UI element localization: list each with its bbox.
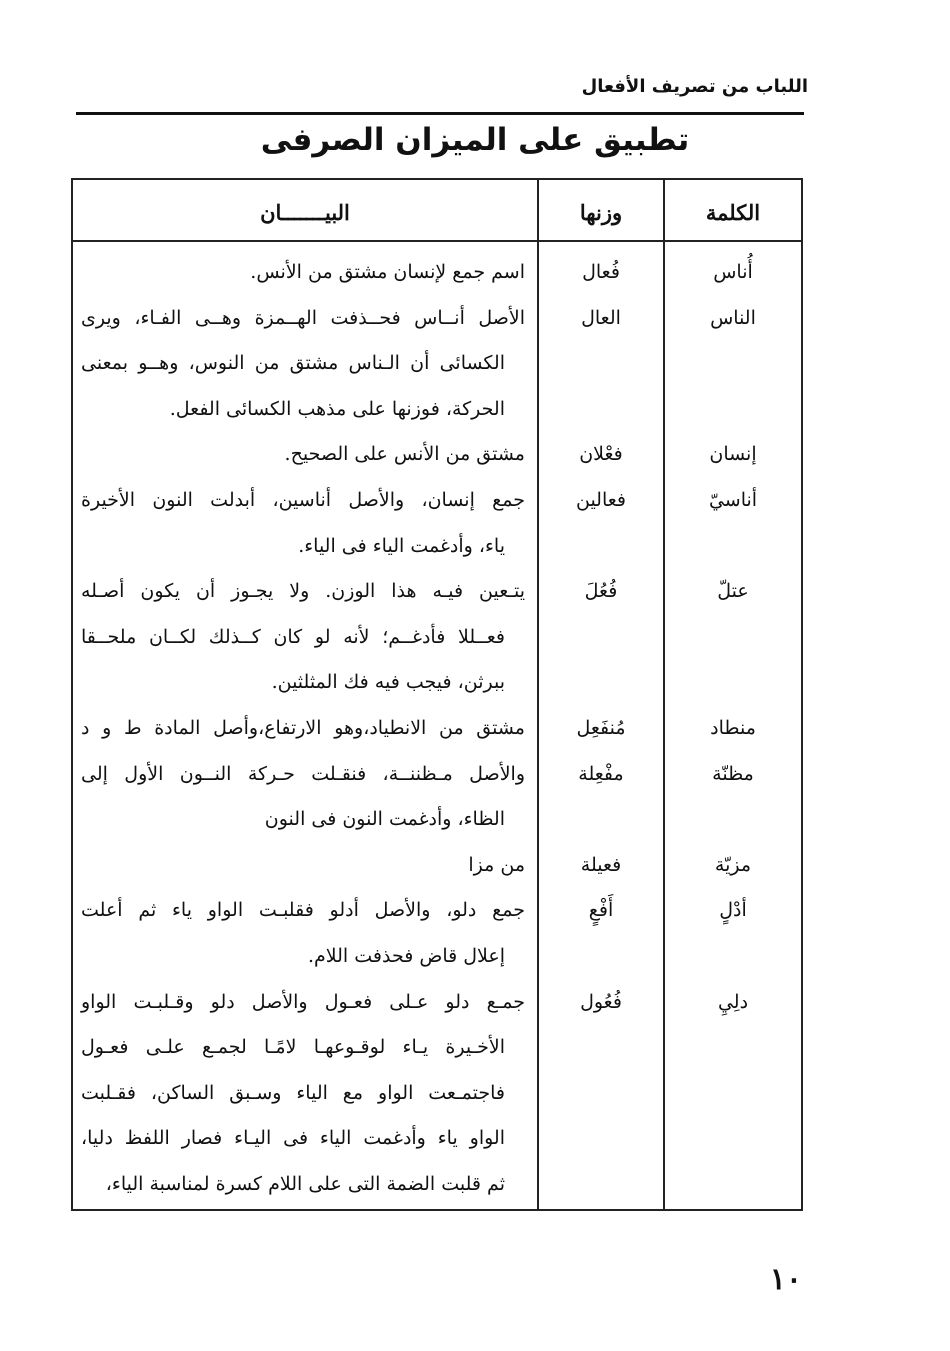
table-cell-explanation: الواو ياء وأدغمت الياء فى اليـاء فصار اللفظ دليا، <box>81 1127 505 1149</box>
table-cell-word: دلِيِ <box>717 991 749 1013</box>
column-header-word: الكلمة <box>705 200 761 225</box>
table-cell-word: أدْلٍ <box>719 899 747 921</box>
table-cell-explanation: يتـعين فيـه هذا الوزن. ولا يجـوز أن يكون أصـله <box>81 580 525 602</box>
table-cell-explanation: مشتق من الانطياد،وهو الارتفاع،وأصل المادة ط و د <box>81 717 525 739</box>
table-cell-explanation: الظاء، وأدغمت النون فى النون <box>264 808 505 830</box>
table-cell-word: أناسيّ <box>708 489 758 511</box>
table-cell-wazn: مُنفَعِل <box>576 717 626 739</box>
table-cell-explanation: ياء، وأدغمت الياء فى الياء. <box>298 535 505 557</box>
table-cell-explanation: فاجتمـعت الواو مع الياء وسـبق الساكن، فقـلبت <box>81 1082 505 1104</box>
running-head-title: اللباب من تصريف الأفعال <box>581 76 808 97</box>
table-cell-word: الناس <box>710 307 756 329</box>
table-cell-wazn: فُعُلَ <box>584 580 618 602</box>
table-cell-wazn: فُعال <box>582 261 620 283</box>
table-cell-wazn: أَفْعٍ <box>588 899 614 921</box>
table-cell-explanation: اسم جمع لإنسان مشتق من الأنس. <box>250 261 525 283</box>
column-divider <box>537 180 539 1209</box>
table-cell-explanation: الأصل أنــاس فحــذفت الهــمزة وهــى الفـاء، ويرى <box>81 307 525 329</box>
table-cell-explanation: الأخـيرة يـاء لوقـوعهـا لامًـا لجمـع علـى فعـول <box>81 1036 505 1058</box>
table-cell-explanation: من مزا <box>468 854 525 876</box>
page-title: تطبيق على الميزان الصرفى <box>260 122 690 158</box>
table-cell-wazn: فعالين <box>575 489 627 511</box>
table-cell-explanation: جمع إنسان، والأصل أناسين، أبدلت النون الأخيرة <box>81 489 525 511</box>
morphology-table <box>71 178 803 1211</box>
table-cell-explanation: الحركة، فوزنها على مذهب الكسائى الفعل. <box>169 398 505 420</box>
column-header-wazn: وزنها <box>579 200 623 225</box>
column-header-explanation: البيـــــــان <box>260 200 350 225</box>
table-cell-wazn: فعيلة <box>580 854 622 876</box>
table-cell-explanation: ببرثن، فيجب فيه فك المثلثين. <box>271 671 505 693</box>
table-cell-explanation: مشتق من الأنس على الصحيح. <box>284 443 525 465</box>
table-cell-explanation: الكسائى أن الـناس مشتق من النوس، وهــو بمعنى <box>81 352 505 374</box>
table-cell-wazn: العال <box>581 307 621 329</box>
table-cell-explanation: ثم قلبت الضمة التى على اللام كسرة لمناسبة الياء، <box>105 1173 505 1195</box>
table-cell-explanation: والأصل مـظننــة، فنقـلت حـركة النــون الأول إلى <box>81 763 525 785</box>
table-cell-wazn: فعْلان <box>579 443 623 465</box>
header-divider <box>73 240 801 242</box>
table-cell-word: إنسان <box>709 443 757 465</box>
page-number: ١٠ <box>769 1262 802 1297</box>
header-rule <box>76 112 804 115</box>
table-cell-explanation: إعلال قاض فحذفت اللام. <box>308 945 505 967</box>
table-cell-word: أُناس <box>713 261 753 283</box>
table-cell-word: مظنّة <box>712 763 754 785</box>
table-cell-word: منطاد <box>710 717 756 739</box>
table-cell-explanation: جمـع دلو عـلى فعـول والأصل دلو وقـلبـت الواو <box>81 991 525 1013</box>
table-cell-word: عتلّ <box>717 580 749 602</box>
table-cell-explanation: جمع دلو، والأصل أدلو فقلبـت الواو ياء ثم أعلت <box>81 899 525 921</box>
table-cell-wazn: مفْعِلة <box>578 763 624 785</box>
column-divider <box>663 180 665 1209</box>
table-cell-wazn: فُعُول <box>580 991 622 1013</box>
table-cell-explanation: فعــللا فأدغــم؛ لأنه لو كان كــذلك لكــان ملحــقا <box>81 626 505 648</box>
table-cell-word: مزيّة <box>714 854 752 876</box>
